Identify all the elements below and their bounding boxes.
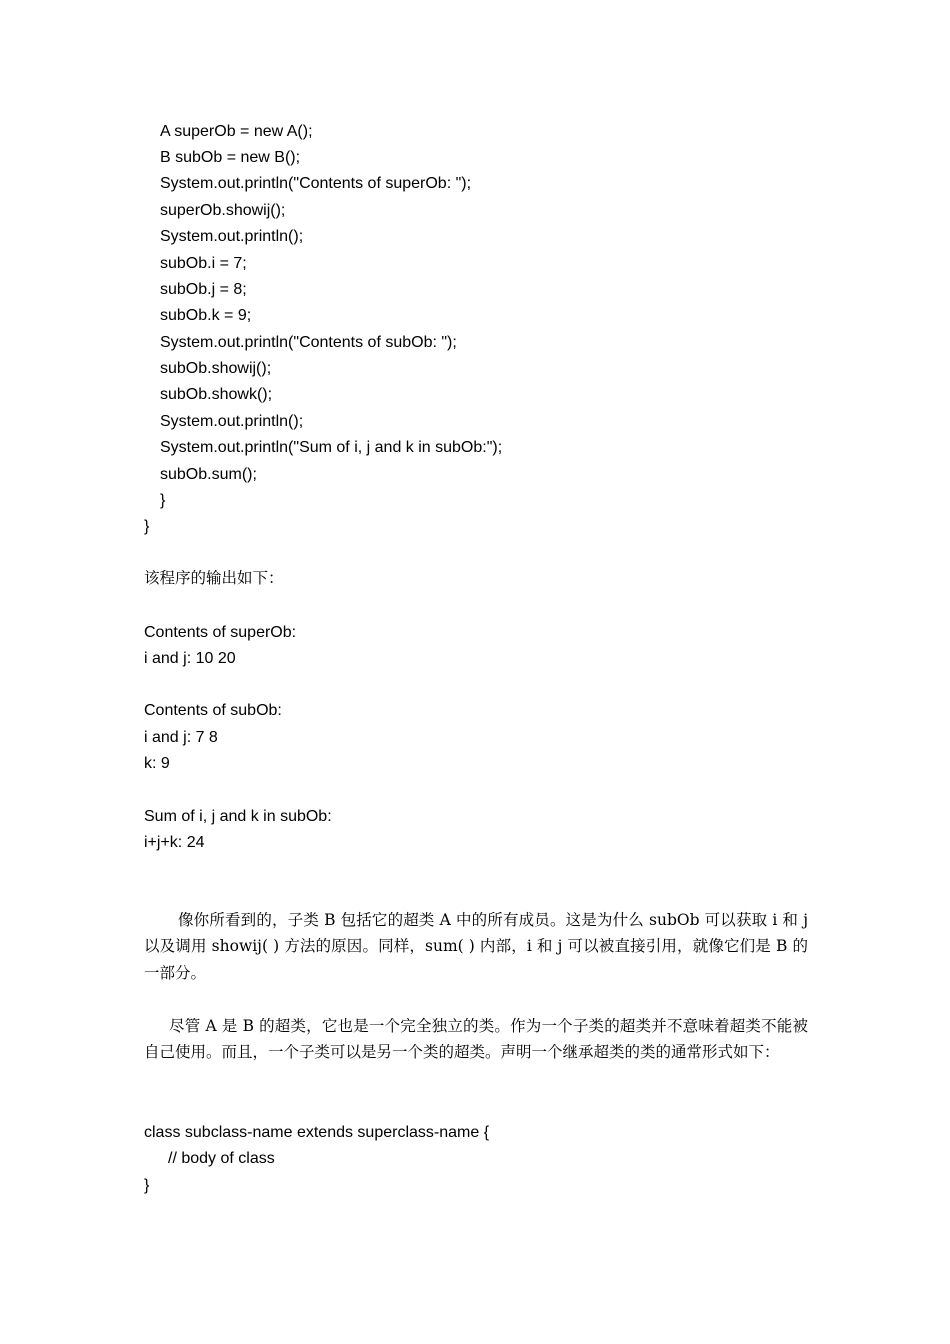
- output-line: Contents of superOb:: [144, 624, 297, 641]
- code-line: subOb.sum();: [160, 466, 257, 483]
- code-line: // body of class: [168, 1150, 275, 1167]
- output-intro: 该程序的输出如下：: [144, 569, 284, 587]
- output-line: i+j+k: 24: [144, 834, 205, 851]
- code-line: System.out.println();: [160, 413, 304, 430]
- code-line: subOb.j = 8;: [160, 281, 247, 298]
- code-line: System.out.println();: [160, 228, 304, 245]
- output-line: Sum of i, j and k in subOb:: [144, 808, 332, 825]
- code-line: System.out.println("Contents of superOb: ");: [160, 175, 472, 192]
- code-line: subOb.showk();: [160, 386, 273, 403]
- code-line: class subclass-name extends superclass-name {: [144, 1124, 490, 1141]
- code-closing-brace: }: [160, 492, 166, 509]
- paragraph: 尽管 A 是 B 的超类，它也是一个完全独立的类。作为一个子类的超类并不意味着超类不能被自己使用。而且，一个子类可以是另一个类的超类。声明一个继承超类的类的通常形式如下：: [144, 1017, 808, 1062]
- code-line: B subOb = new B();: [160, 149, 301, 166]
- paragraph: 像你所看到的，子类 B 包括它的超类 A 中的所有成员。这是为什么 subOb 可以获取 i 和 j 以及调用 showij( ) 方法的原因。同样，sum( ) 内部，i 和 j 可以被直接引用，就像它们是 B 的一部分。: [144, 911, 808, 982]
- code-line: superOb.showij();: [160, 202, 286, 219]
- output-line: i and j: 7 8: [144, 729, 218, 746]
- code-line: subOb.i = 7;: [160, 255, 247, 272]
- output-line: k: 9: [144, 755, 170, 772]
- code-line: System.out.println("Sum of i, j and k in subOb:");: [160, 439, 503, 456]
- code-closing-brace: }: [144, 1177, 150, 1194]
- output-line: Contents of subOb:: [144, 702, 282, 719]
- code-closing-brace: }: [144, 518, 150, 535]
- code-line: subOb.k = 9;: [160, 307, 252, 324]
- code-line: subOb.showij();: [160, 360, 272, 377]
- code-line: A superOb = new A();: [160, 123, 313, 140]
- output-line: i and j: 10 20: [144, 650, 236, 667]
- code-line: System.out.println("Contents of subOb: ");: [160, 334, 457, 351]
